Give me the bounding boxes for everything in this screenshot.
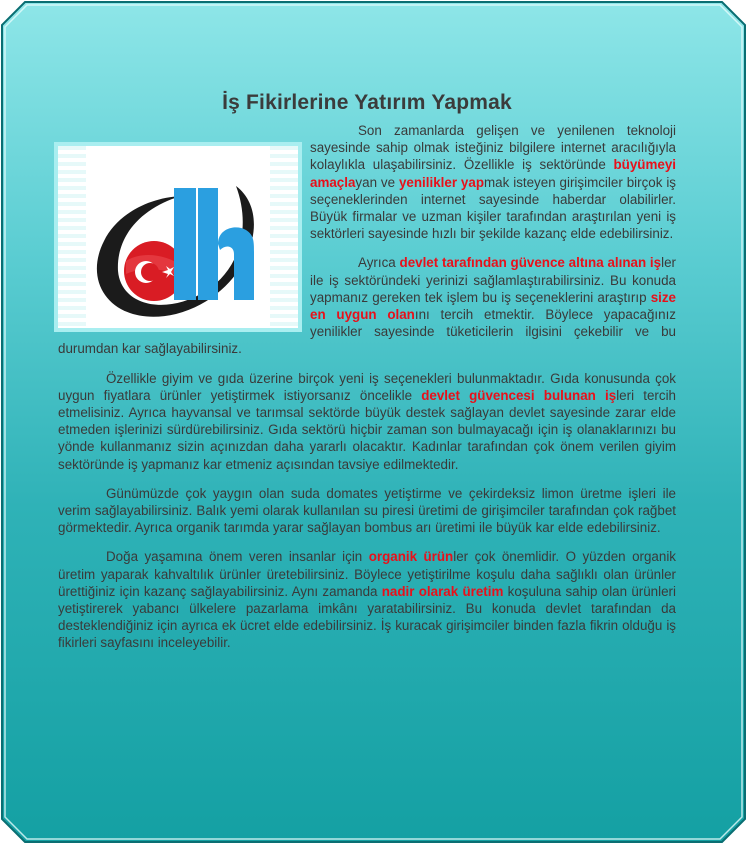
highlight-text: devlet tarafından güvence altına alınan iş xyxy=(399,255,662,271)
text-run: mak isteyen girişimciler birçok iş seçeneklerinden internet sayesinde haberdar olabilirler. Büyük firmalar ve uzman kişiler tarafından araştırılan yeni iş sektörleri sayesinde hızlı bir şekilde kazanç elde edebilirsiniz. xyxy=(310,174,676,242)
logo-stripes-right xyxy=(270,146,298,328)
text-run: Son zamanlarda gelişen ve yenilenen teknoloji sayesinde sahip olmak isteğiniz bilgilere internet aracılığıyla kolaylıkla ulaşabilirsiniz. Özellikle iş sektöründe xyxy=(310,123,676,173)
highlight-text: size en uygun olan xyxy=(310,289,676,323)
article-title: İş Fikirlerine Yatırım Yapmak xyxy=(222,91,512,114)
logo-mark-icon xyxy=(86,146,270,328)
logo-stripes-left xyxy=(58,146,86,328)
text-run: ını tercih etmektir. Böylece yapacağınız yenilikler sayesinde tüketicilerin ilgisini çekebilir ve bu durumdan kar sağlayabilirsiniz. xyxy=(58,307,676,357)
highlight-text: devlet güvencesi bulunan iş xyxy=(421,387,617,403)
paragraph-3 xyxy=(58,370,676,473)
text-run: Doğa yaşamına önem veren insanlar için xyxy=(106,549,369,565)
text-run: leri tercih etmelisiniz. Ayrıca hayvansal ve tarımsal sektörde büyük destek sağlayan devlet sayesinde zarar elde etmeden işlerinizi sürdürebilirsiniz. Gıda sektörü hiçbir zaman son bulmayacağı için iş olanaklarınızı bu yönde kullanmanız sizin açınızdan daha yararlı olacaktır. Kadınlar tarafından çok önem verilen giyim sektöründe iş yapmanız kar etmeniz açısından tavsiye edilmektedir. xyxy=(58,387,676,472)
logo xyxy=(58,146,298,328)
text-run: Özellikle giyim ve gıda üzerine birçok yeni iş seçenekleri bulunmaktadır. Gıda konusunda çok uygun fiyatlara ürünler yetiştirmek istiyorsanız öncelikle xyxy=(58,370,676,403)
paragraph-5 xyxy=(58,548,676,651)
article xyxy=(58,88,676,664)
highlight-text: organik ürün xyxy=(368,549,454,565)
highlight-text: yenilikler yap xyxy=(398,174,485,190)
text-run: koşuluna sahip olan ürünleri yetiştirerek yabancı ülkelere pazarlama imkânı yaratabilirsiniz. Bu konuda devlet tarafından da desteklendiğiniz için ayrıca ek ücret elde edebilirsiniz. İş kuracak girişimciler binden fazla fikrin olduğu iş fikirleri sayfasını inceleyebilir. xyxy=(58,583,676,651)
highlight-text: nadir olarak üretim xyxy=(381,583,504,599)
text-run: ler ile iş sektöründeki yerinizi sağlamlaştırabilirsiniz. Bu konuda yapmanız gereken tek işlem bu iş seçeneklerini araştırıp xyxy=(310,255,676,305)
text-run: Günümüzde çok yaygın olan suda domates yetiştirme ve çekirdeksiz limon üretme işleri ile verim sağlayabilirsiniz. Balık yemi olarak kullanılan su piresi üretimi de girişimciler tarafından çok rağbet görmektedir. Ayrıca organik tarımda yarar sağlayan bombus arı üretimi ile büyük kar elde edebilirsiniz. xyxy=(58,485,676,536)
highlight-text: büyümeyi amaçla xyxy=(310,157,676,190)
text-run: ler çok önemlidir. O yüzden organik üretim yaparak kahvaltılık ürünler üretebilirsiniz. Böylece yetiştirilme koşulu daha sağlıklı olan ürünler ürettiğiniz için kazanç sağlayabilirsiniz. Aynı zamanda xyxy=(58,549,676,599)
paragraph-4 xyxy=(58,485,676,537)
text-run: Ayrıca xyxy=(358,255,400,271)
text-run: yan ve xyxy=(355,174,399,190)
